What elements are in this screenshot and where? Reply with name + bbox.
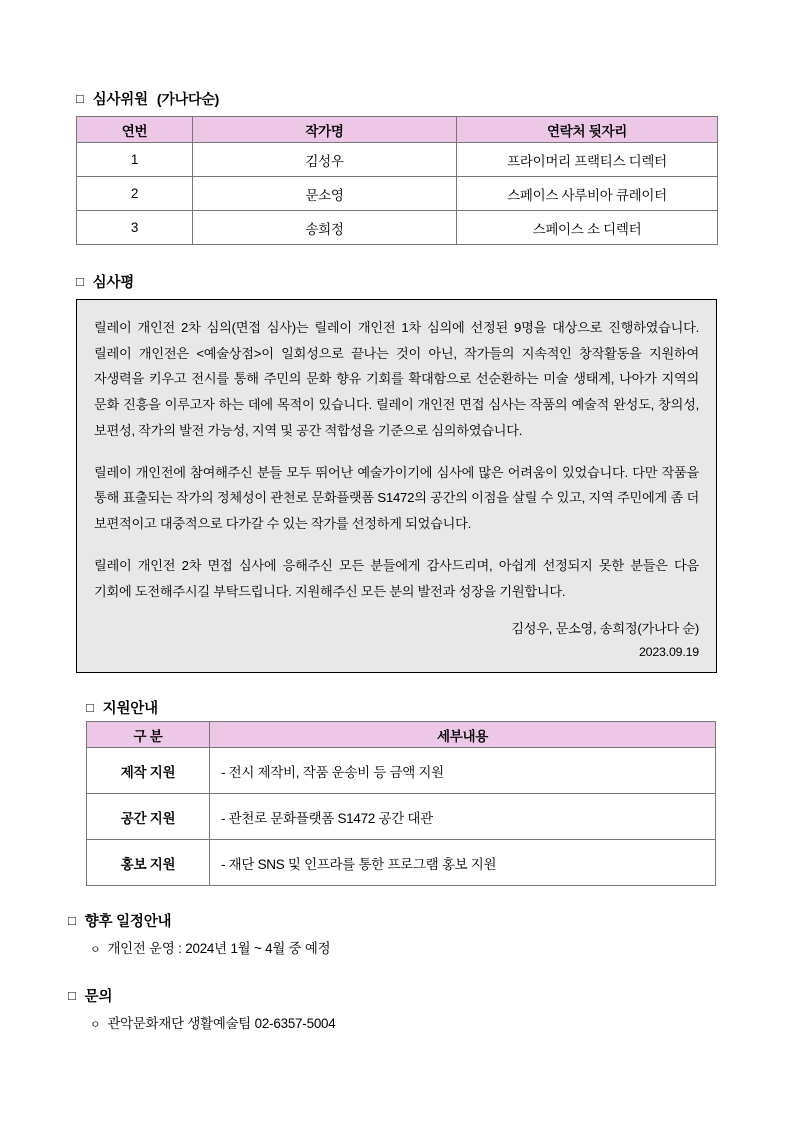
column-header-artist: 작가명	[193, 117, 457, 143]
square-bullet-icon: □	[68, 913, 76, 928]
table-row	[87, 840, 716, 886]
column-header-detail: 세부내용	[210, 722, 716, 748]
judges-table-wrap	[76, 116, 718, 245]
contact-section	[68, 985, 336, 1032]
table-row	[77, 177, 718, 211]
schedule-item-label: 개인전 운영 : 2024년 1월 ~ 4월 중 예정	[107, 941, 331, 956]
column-header-contact: 연락처 뒷자리	[457, 117, 718, 143]
cell-category: 홍보 지원	[87, 840, 210, 886]
review-comment-box	[76, 299, 717, 673]
support-table	[86, 721, 716, 886]
judges-section	[76, 88, 219, 109]
support-table-wrap	[86, 721, 716, 886]
square-bullet-icon: □	[68, 988, 76, 1003]
judges-heading-label: 심사위원	[92, 92, 148, 108]
column-header-category: 구 분	[87, 722, 210, 748]
cell-artist: 문소영	[193, 177, 457, 211]
square-bullet-icon: □	[76, 91, 84, 106]
schedule-section	[68, 910, 330, 957]
contact-item	[68, 1013, 336, 1032]
review-box-wrap	[76, 299, 717, 673]
support-heading-label: 지원안내	[102, 701, 158, 717]
contact-heading-label: 문의	[84, 989, 113, 1005]
cell-no: 1	[77, 143, 193, 177]
cell-detail: - 관천로 문화플랫폼 S1472 공간 대관	[210, 794, 716, 840]
cell-artist: 송희정	[193, 211, 457, 245]
cell-contact: 프라이머리 프랙티스 디렉터	[457, 143, 718, 177]
review-paragraph-1: 릴레이 개인전 2차 심의(면접 심사)는 릴레이 개인전 1차 심의에 선정된 9명을 대상으로 진행하였습니다. 릴레이 개인전은 <예술상점>이 일회성으로 끝나는 것이 아닌, 작가들의 지속적인 창작활동을 지원하여 자생력을 키우고 전시를 통해 주민의 문화 향유 기회를 확대함으로 선순환하는 미술 생태계, 나아가 지역의 문화 진흥을 이루고자 하는 데에 목적이 있습니다. 릴레이 개인전 면접 심사는 작품의 예술적 완성도, 창의성, 보편성, 작가의 발전 가능성, 지역 및 공간 적합성을 기준으로 심의하였습니다.	[94, 320, 699, 438]
cell-no: 3	[77, 211, 193, 245]
cell-contact: 스페이스 사루비아 큐레이터	[457, 177, 718, 211]
circle-bullet-icon: ㅇ	[90, 1019, 101, 1031]
cell-detail: - 전시 제작비, 작품 운송비 등 금액 지원	[210, 748, 716, 794]
review-section-heading	[76, 271, 134, 292]
schedule-heading	[68, 910, 330, 931]
judges-table	[76, 116, 718, 245]
judges-heading-suffix: (가나다순)	[156, 91, 220, 107]
contact-item-label: 관악문화재단 생활예술팀 02-6357-5004	[107, 1016, 336, 1031]
table-row	[77, 143, 718, 177]
table-row	[87, 748, 716, 794]
cell-no: 2	[77, 177, 193, 211]
review-paragraph-3: 릴레이 개인전 2차 면접 심사에 응해주신 모든 분들에게 감사드리며, 아쉽게 선정되지 못한 분들은 다음 기회에 도전해주시길 부탁드립니다. 지원해주신 모든 분의 발전과 성장을 기원합니다.	[94, 557, 699, 599]
review-date: 2023.09.19	[638, 645, 699, 660]
judges-heading	[76, 88, 219, 109]
table-header-row	[87, 722, 716, 748]
cell-detail: - 재단 SNS 및 인프라를 통한 프로그램 홍보 지원	[210, 840, 716, 886]
table-header-row	[77, 117, 718, 143]
column-header-no: 연번	[77, 117, 193, 143]
schedule-heading-label: 향후 일정안내	[84, 914, 172, 930]
support-section-heading	[86, 697, 158, 718]
review-heading-label: 심사평	[92, 275, 135, 291]
table-row	[77, 211, 718, 245]
square-bullet-icon: □	[86, 700, 94, 715]
table-row	[87, 794, 716, 840]
cell-category: 공간 지원	[87, 794, 210, 840]
review-paragraph-2: 릴레이 개인전에 참여해주신 분들 모두 뛰어난 예술가이기에 심사에 많은 어려움이 있었습니다. 다만 작품을 통해 표출되는 작가의 정체성이 관천로 문화플랫폼 S1472의 공간의 이점을 살릴 수 있고, 지역 주민에게 좀 더 보편적이고 대중적으로 다가갈 수 있는 작가를 선정하게 되었습니다.	[94, 464, 699, 532]
review-signature: 김성우, 문소영, 송희정(가나다 순)	[511, 621, 699, 637]
schedule-item	[68, 938, 330, 957]
cell-artist: 김성우	[193, 143, 457, 177]
circle-bullet-icon: ㅇ	[90, 944, 101, 956]
cell-category: 제작 지원	[87, 748, 210, 794]
square-bullet-icon: □	[76, 274, 84, 289]
contact-heading	[68, 985, 336, 1006]
cell-contact: 스페이스 소 디렉터	[457, 211, 718, 245]
